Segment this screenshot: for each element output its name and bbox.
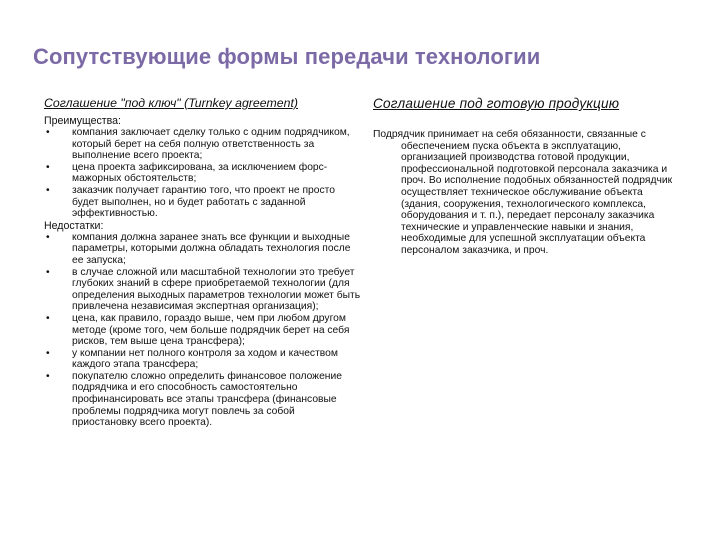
slide-title: Сопутствующие формы передачи технологии <box>33 44 541 69</box>
advantages-label: Преимущества: <box>44 115 121 127</box>
disadvantage-item: • в случае сложной или масштабной технологии это требует глубоких знаний в сфере приобретаемой технологии (для определения выходных параметров технологии может быть привлечена независимая экспертная организация); <box>44 267 362 313</box>
turnkey-heading: Соглашение "под ключ" (Turnkey agreement) <box>44 96 298 110</box>
product-agreement-body: Подрядчик принимает на себя обязанности, связанные с обеспечением пуска объекта в эксплуатацию, организацией производства готовой продукции, профессиональной подготовкой персонала заказчика и проч. Во исполнение подобных обязанностей подрядчик осуществляет техническое обслуживание объекта (здания, сооружения, технологического комплекса, оборудования и т. п.), передает персоналу заказчика технические и управленческие навыки и знания, необходимые для успешной эксплуатации объекта персоналом заказчика, и проч. <box>373 129 673 256</box>
disadvantage-item: • цена, как правило, гораздо выше, чем при любом другом методе (кроме того, чем больше подрядчик берет на себя рисков, тем выше цена трансфера); <box>44 313 362 348</box>
disadvantage-item: • покупателю сложно определить финансовое положение подрядчика и его способность самостоятельно профинансировать все этапы трансфера (финансовые проблемы подрядчика могут повлечь за собой приостановку всего проекта). <box>44 371 362 429</box>
disadvantages-list <box>44 232 362 429</box>
product-agreement-column <box>373 96 673 257</box>
disadvantage-item: • компания должна заранее знать все функции и выходные параметры, которыми должна обладать технология после ее запуска; <box>44 232 362 267</box>
product-agreement-heading: Соглашение под готовую продукцию <box>373 96 620 111</box>
advantage-item: • цена проекта зафиксирована, за исключением форс-мажорных обстоятельств; <box>44 162 362 185</box>
turnkey-column <box>44 96 362 429</box>
advantages-list <box>44 127 362 220</box>
disadvantages-label: Недостатки: <box>44 219 104 232</box>
advantage-item: • заказчик получает гарантию того, что проект не просто будет выполнен, но и будет работать с заданной эффективностью. <box>44 185 362 220</box>
advantage-item: • компания заключает сделку только с одним подрядчиком, который берет на себя полную ответственность за выполнение всего проекта; <box>44 127 362 162</box>
disadvantage-item: • у компании нет полного контроля за ходом и качеством каждого этапа трансфера; <box>44 348 362 371</box>
